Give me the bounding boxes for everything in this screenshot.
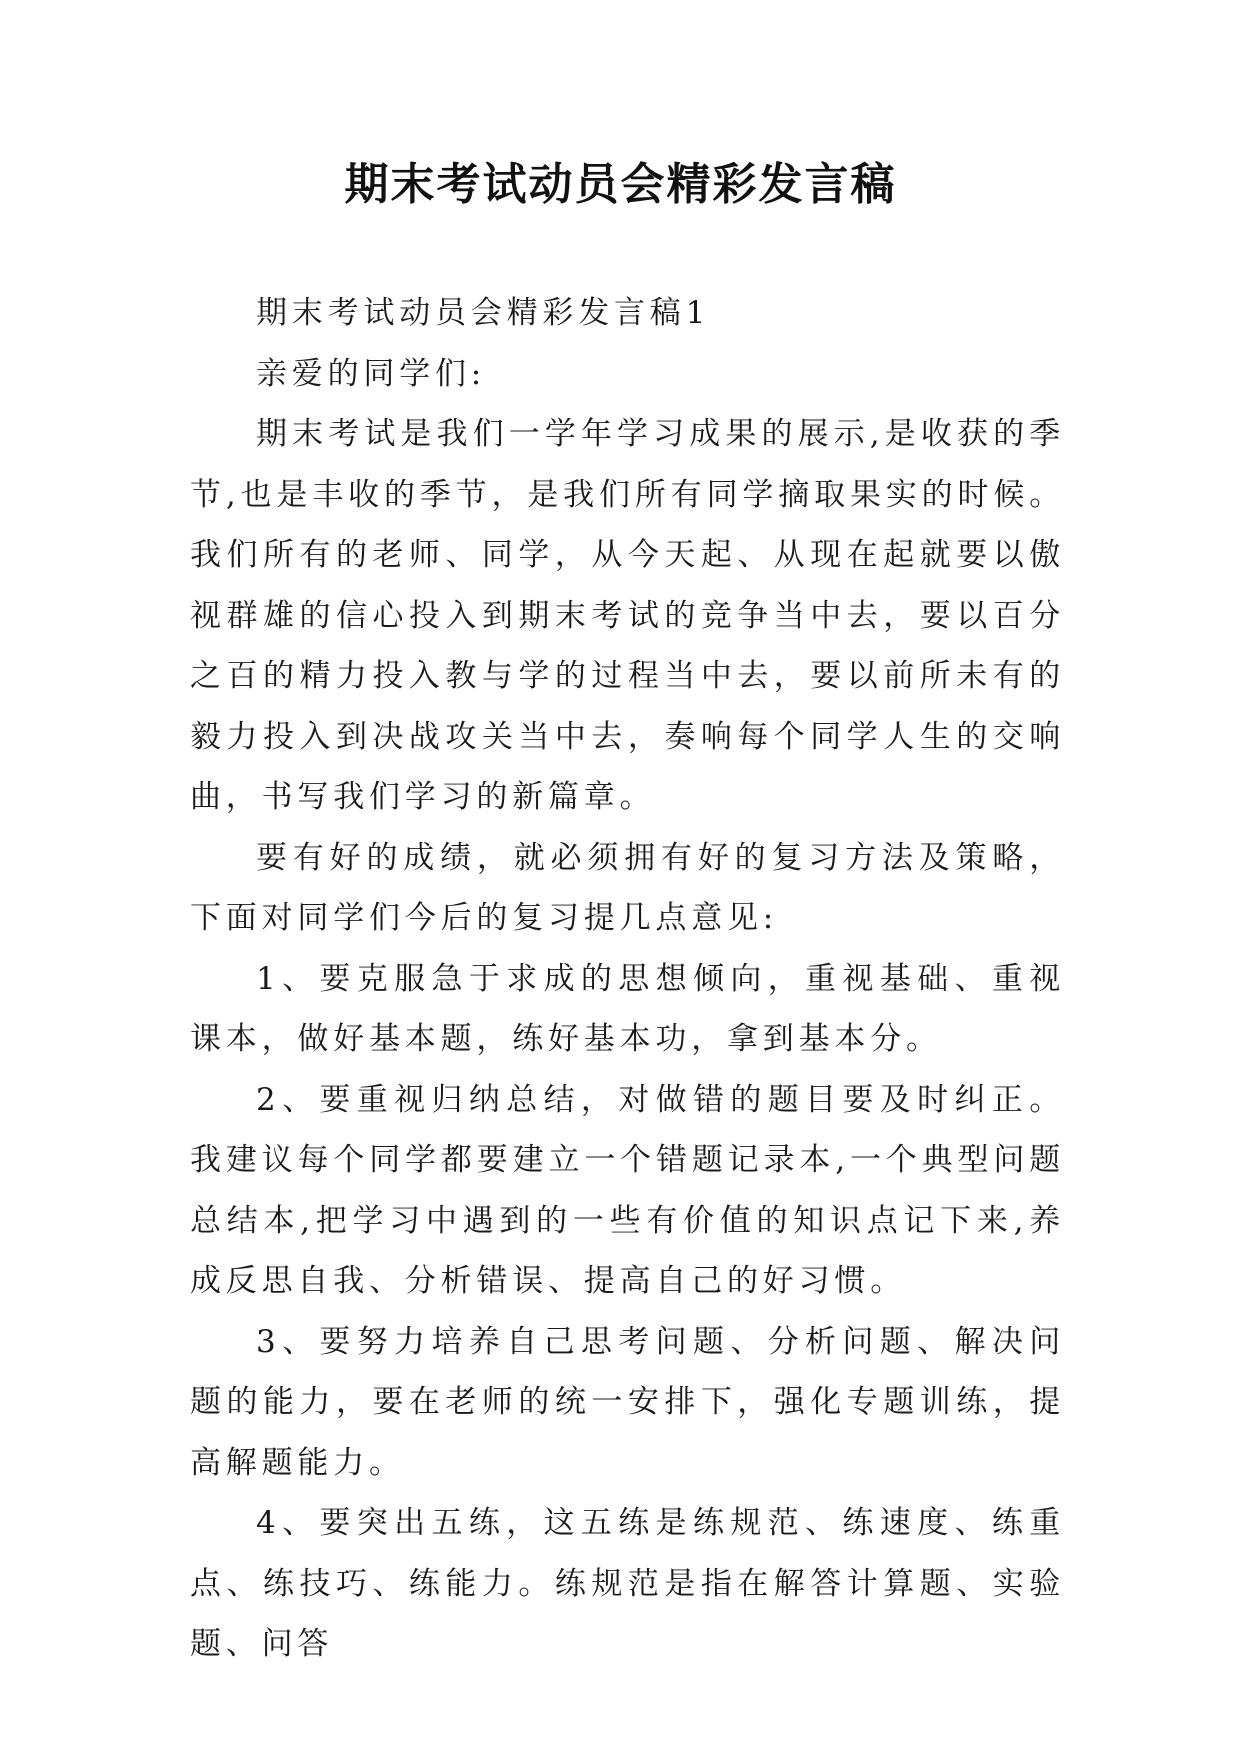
paragraph-heading: 期末考试动员会精彩发言稿1 (256, 295, 711, 331)
document-body (190, 283, 1065, 1675)
paragraph: 2、要重视归纳总结，对做错的题目要及时纠正。我建议每个同学都要建立一个错题记录本,一个典型问题总结本,把学习中遇到的一些有价值的知识点记下来,养成反思自我、分析错误、提高自己的好习惯。 (190, 1081, 1065, 1299)
paragraph: 期末考试是我们一学年学习成果的展示,是收获的季节,也是丰收的季节，是我们所有同学摘取果实的时候。我们所有的老师、同学，从今天起、从现在起就要以傲视群雄的信心投入到期末考试的竞争当中去，要以百分之百的精力投入教与学的过程当中去，要以前所未有的毅力投入到决战攻关当中去，奏响每个同学人生的交响曲，书写我们学习的新篇章。 (190, 416, 1065, 815)
paragraph: 1、要克服急于求成的思想倾向，重视基础、重视课本，做好基本题，练好基本功，拿到基本分。 (190, 960, 1065, 1057)
paragraph: 3、要努力培养自己思考问题、分析问题、解决问题的能力，要在老师的统一安排下，强化专题训练，提高解题能力。 (190, 1323, 1065, 1481)
document-title: 期末考试动员会精彩发言稿 (344, 159, 897, 210)
paragraph: 4、要突出五练，这五练是练规范、练速度、练重点、练技巧、练能力。练规范是指在解答计算题、实验题、问答 (190, 1505, 1065, 1662)
paragraph: 要有好的成绩，就必须拥有好的复习方法及策略，下面对同学们今后的复习提几点意见: (190, 839, 1065, 936)
paragraph-salutation: 亲爱的同学们: (256, 355, 487, 392)
